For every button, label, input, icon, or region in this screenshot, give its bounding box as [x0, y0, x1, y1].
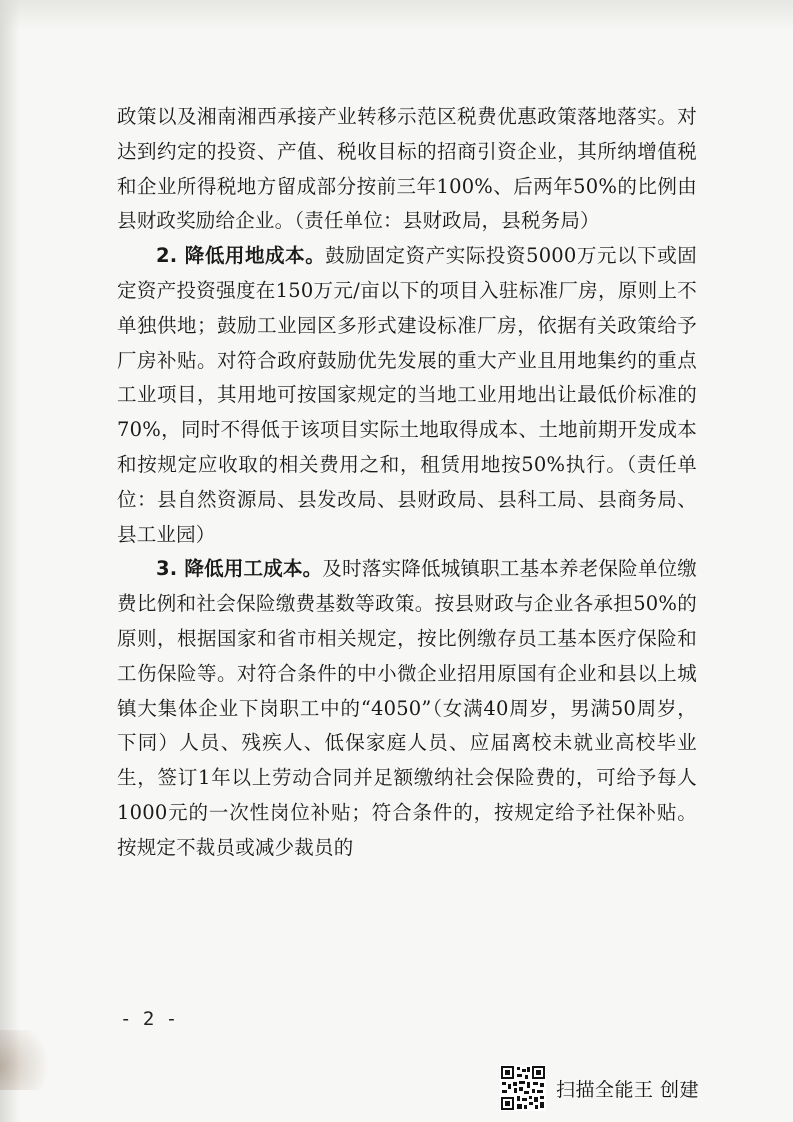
- section-heading-labor-cost: 3. 降低用工成本。: [156, 557, 323, 581]
- paragraph-land-cost: [117, 239, 697, 552]
- paragraph-text: 鼓励固定资产实际投资5000万元以下或固定资产投资强度在150万元/亩以下的项目入驻标准厂房，原则上不单独供地；鼓励工业园区多形式建设标准厂房，依据有关政策给予厂房补贴。对符合政府鼓励优先发展的重大产业且用地集约的重点工业项目，其用地可按国家规定的当地工业用地出让最低价标准的70%，同时不得低于该项目实际土地取得成本、土地前期开发成本和按规定应收取的相关费用之和，租赁用地按50%执行。（责任单位：县自然资源局、县发改局、县财政局、县科工局、县商务局、县工业园）: [117, 244, 697, 546]
- document-body: [117, 100, 697, 866]
- page-number: - 2 -: [120, 1008, 178, 1030]
- scanner-watermark: [500, 1063, 699, 1113]
- section-heading-land-cost: 2. 降低用地成本。: [156, 244, 326, 268]
- qr-code-icon: [500, 1065, 546, 1111]
- paragraph-labor-cost: [117, 552, 697, 865]
- scan-smudge: [0, 1030, 60, 1090]
- paragraph-text: 及时落实降低城镇职工基本养老保险单位缴费比例和社会保险缴费基数等政策。按县财政与企业各承担50%的原则，根据国家和省市相关规定，按比例缴存员工基本医疗保险和工伤保险等。对符合条件的中小微企业招用原国有企业和县以上城镇大集体企业下岗职工中的“4050”（女满40周岁，男满50周岁，下同）人员、残疾人、低保家庭人员、应届离校未就业高校毕业生，签订1年以上劳动合同并足额缴纳社会保险费的，可给予每人1000元的一次性岗位补贴；符合条件的，按规定给予社保补贴。按规定不裁员或减少裁员的: [117, 557, 697, 859]
- scan-shadow-left: [0, 0, 20, 1122]
- scan-shadow-top: [0, 0, 793, 30]
- paragraph-text: 政策以及湘南湘西承接产业转移示范区税费优惠政策落地落实。对达到约定的投资、产值、税收目标的招商引资企业，其所纳增值税和企业所得税地方留成部分按前三年100%、后两年50%的比例由县财政奖励给企业。（责任单位：县财政局，县税务局）: [117, 105, 697, 233]
- scanner-brand-text: 扫描全能王 创建: [556, 1078, 700, 1101]
- paragraph-tax-incentives: [117, 100, 697, 239]
